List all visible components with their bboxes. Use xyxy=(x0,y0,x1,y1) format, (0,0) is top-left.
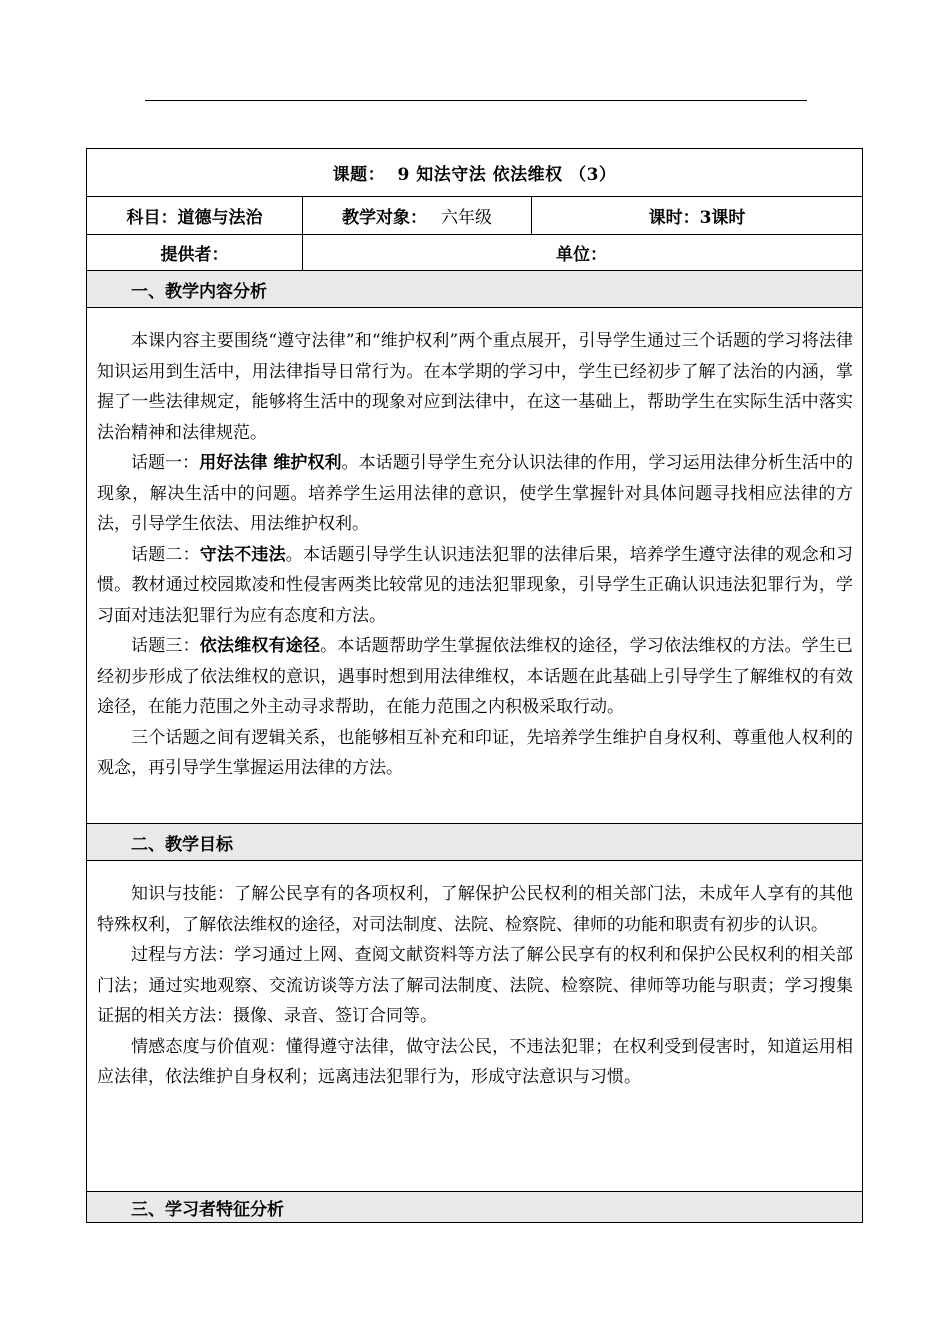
section-heading-text: 二、教学目标 xyxy=(131,834,233,855)
paragraph xyxy=(97,940,853,1032)
paragraph xyxy=(97,448,853,540)
lesson-title-label: 课题： xyxy=(332,165,386,185)
audience-cell xyxy=(303,197,532,235)
subject-label: 科目：道德与法治 xyxy=(126,208,263,228)
paragraph xyxy=(97,1032,853,1093)
topic-title: 守法不违法 xyxy=(199,544,286,565)
topic-title: 用好法律 维护权利 xyxy=(199,453,342,473)
paragraph xyxy=(97,540,853,632)
audience-label: 教学对象： xyxy=(342,208,427,228)
section-body-teaching-goals xyxy=(87,861,863,1192)
paragraph-text: 。本话题引导学生充分认识法律的作用，学习运用法律分析生活中的现象，解决生活中的问题。培养学生运用法律的意识，使学生掌握针对具体问题寻找相应法律的方法，引导学生依法、用法维护权利。 xyxy=(97,453,854,534)
paragraph-text: 三个话题之间有逻辑关系，也能够相互补充和印证，先培养学生维护自身权利、尊重他人权利的观念，再引导学生掌握运用法律的方法。 xyxy=(97,727,854,778)
unit-cell xyxy=(303,235,863,271)
header-rule xyxy=(145,100,807,101)
subject-cell xyxy=(87,197,303,235)
section-heading-text: 三、学习者特征分析 xyxy=(131,1199,284,1220)
lesson-title-text: 9 知法守法 依法维权 （3） xyxy=(397,165,617,185)
provider-label: 提供者： xyxy=(160,245,229,265)
lesson-title-cell xyxy=(87,149,863,197)
hours-cell xyxy=(532,197,863,235)
topic-lead: 话题三： xyxy=(131,636,200,656)
section-heading-text: 一、教学内容分析 xyxy=(131,281,267,302)
topic-lead: 话题二： xyxy=(131,544,200,565)
provider-cell xyxy=(87,235,303,271)
paragraph-text: 。本话题引导学生认识违法犯罪的法律后果，培养学生遵守法律的观念和习惯。教材通过校园欺凌和性侵害两类比较常见的违法犯罪现象，引导学生正确认识违法犯罪行为，学习面对违法犯罪行为应有态度和方法。 xyxy=(97,544,854,626)
paragraph-text: 过程与方法：学习通过上网、查阅文献资料等方法了解公民享有的权利和保护公民权利的相关部门法；通过实地观察、交流访谈等方法了解司法制度、法院、检察院、律师等功能与职责；学习搜集证据的相关方法：摄像、录音、签订合同等。 xyxy=(97,945,854,1026)
section-heading-learner-analysis xyxy=(87,1192,863,1223)
paragraph xyxy=(97,326,853,448)
paragraph xyxy=(97,723,853,784)
topic-title: 依法维权有途径 xyxy=(199,636,321,656)
paragraph-text: 情感态度与价值观：懂得遵守法律，做守法公民，不违法犯罪；在权利受到侵害时，知道运用相应法律，依法维护自身权利；远离违法犯罪行为，形成守法意识与习惯。 xyxy=(97,1036,854,1087)
lesson-plan-table xyxy=(86,148,863,1223)
section-body-content-analysis xyxy=(87,308,863,824)
paragraph xyxy=(97,879,853,940)
paragraph-text: 。本话题帮助学生掌握依法维权的途径，学习依法维权的方法。学生已经初步形成了依法维权的意识，遇事时想到用法律维权，本话题在此基础上引导学生了解维权的有效途径，在能力范围之外主动寻求帮助，在能力范围之内积极采取行动。 xyxy=(97,636,854,717)
unit-label: 单位： xyxy=(556,245,607,265)
paragraph-text: 知识与技能：了解公民享有的各项权利，了解保护公民权利的相关部门法，未成年人享有的其他特殊权利，了解依法维权的途径，对司法制度、法院、检察院、律师的功能和职责有初步的认识。 xyxy=(97,884,854,935)
section-heading-teaching-goals xyxy=(87,824,863,861)
paragraph-text: 本课内容主要围绕“遵守法律”和“维护权利”两个重点展开，引导学生通过三个话题的学习将法律知识运用到生活中，用法律指导日常行为。在本学期的学习中，学生已经初步了解了法治的内涵，掌握了一些法律规定，能够将生活中的现象对应到法律中，在这一基础上，帮助学生在实际生活中落实法治精神和法律规范。 xyxy=(97,331,854,443)
audience-value: 六年级 xyxy=(441,208,492,228)
topic-lead: 话题一： xyxy=(131,453,200,473)
paragraph xyxy=(97,631,853,723)
section-heading-content-analysis xyxy=(87,271,863,308)
hours-label: 课时：3课时 xyxy=(648,208,746,228)
